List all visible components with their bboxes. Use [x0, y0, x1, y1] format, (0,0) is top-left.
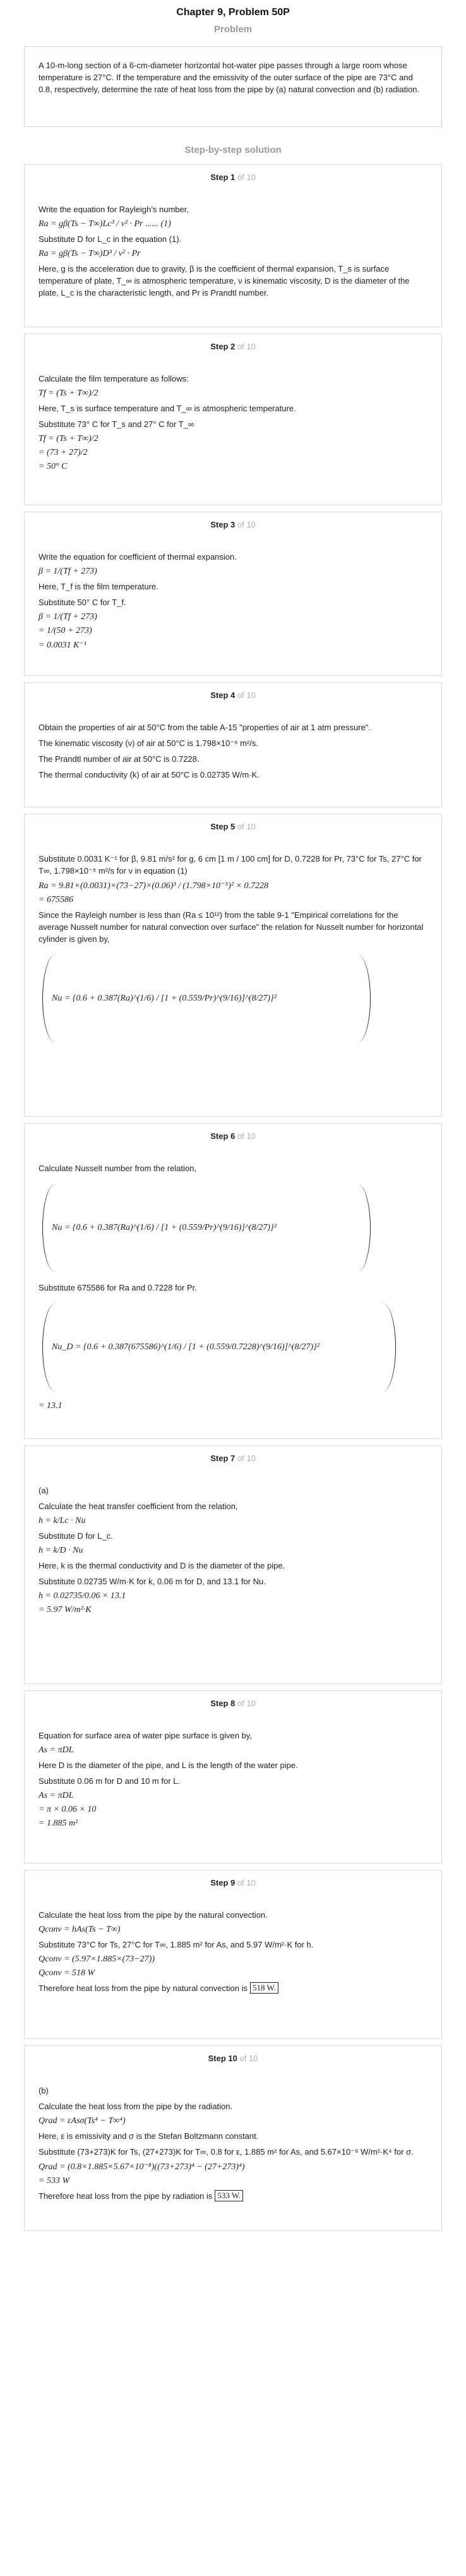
step-label: Step 10: [208, 2054, 237, 2063]
step-text: Substitute 0.06 m for D and 10 m for L.: [39, 1776, 181, 1786]
step-text: The Prandtl number of air at 50°C is 0.7228.: [39, 754, 200, 764]
step-8: [24, 1690, 442, 1863]
equation: h = 0.02735/0.06 × 13.1: [39, 1591, 126, 1601]
equation: = (73 + 27)/2: [39, 448, 88, 457]
step-text: Calculate Nusselt number from the relation,: [39, 1164, 197, 1173]
equation: Qconv = 518 W: [39, 1968, 95, 1978]
step-text: Here, g is the acceleration due to gravity, β is the coefficient of thermal expansion, T_s is surface temperature of plate, T_∞ is atmospheric temperature, ν is kinematic viscosity, D is the diameter of the plate, L_c is the characteristic length, and Pr is Prandtl number.: [39, 264, 410, 298]
step-label: Step 2: [210, 342, 236, 351]
step-label: Step 3: [210, 520, 236, 529]
step-text: Since the Rayleigh number is less than (Ra ≤ 10¹²) from the table 9-1 "Empirical correlations for the average Nusselt number for natural convection over surface" the relation for Nusselt number for horizontal cylinder is given by,: [39, 910, 424, 944]
step-text: Calculate the heat loss from the pipe by the natural convection.: [39, 1910, 268, 1920]
problem-statement: A 10-m-long section of a 6-cm-diameter horizontal hot-water pipe passes through a large room whose temperature is 27°C. If the temperature and the emissivity of the outer surface of the pipe are 73°C and 0.8, respectively, determine the rate of heat loss from the pipe by (a) natural convection and (b) radiation.: [24, 46, 442, 127]
step-of-label: of 10: [237, 172, 256, 182]
step-text: Substitute (73+273)K for Ts, (27+273)K for T∞, 0.8 for ε, 1.885 m² for As, and 5.67×10⁻⁸ W/m²·K⁴ for σ.: [39, 2147, 414, 2157]
equation: As = πDL: [39, 1745, 74, 1755]
step-5: [24, 814, 442, 1117]
step-7: [24, 1445, 442, 1684]
equation: As = πDL: [39, 1791, 74, 1800]
chapter-title: Chapter 9, Problem 50P: [176, 7, 290, 18]
problem-title: Problem: [213, 24, 252, 35]
equation: Qrad = (0.8×1.885×5.67×10⁻⁸)((73+273)⁴ − (27+273)⁴): [39, 2162, 245, 2172]
step-text: (a): [39, 1486, 49, 1495]
step-text: The thermal conductivity (k) of air at 50°C is 0.02735 W/m·K.: [39, 770, 260, 779]
step-text: Here, T_f is the film temperature.: [39, 582, 158, 591]
step-text: Substitute 50° C for T_f.: [39, 598, 126, 607]
step-text: Substitute 73° C for T_s and 27° C for T_∞: [39, 419, 194, 429]
nusselt-substituted: [39, 1300, 427, 1395]
step-of-label: of 10: [237, 1699, 256, 1708]
step-4: [24, 682, 442, 807]
result-line: [39, 2190, 427, 2201]
equation: = 533 W: [39, 2176, 70, 2186]
step-label: Step 5: [210, 822, 236, 831]
equation: h = k/Lc · Nu: [39, 1516, 86, 1526]
equation: Tf = (Ts + T∞)/2: [39, 434, 99, 443]
step-text: The kinematic viscosity (ν) of air at 50°C is 1.798×10⁻⁵ m²/s.: [39, 738, 258, 748]
step-text: Here, k is the thermal conductivity and D is the diameter of the pipe.: [39, 1561, 285, 1570]
step-of-label: of 10: [237, 342, 256, 351]
step-label: Step 1: [210, 172, 236, 182]
step-3: [24, 512, 442, 676]
equation: = 675586: [39, 895, 73, 905]
result-line: [39, 1982, 427, 1994]
equation: Qconv = hAs(Ts − T∞): [39, 1925, 121, 1934]
answer-box: 533 W.: [215, 2190, 243, 2201]
equation: = 5.97 W/m²·K: [39, 1605, 92, 1615]
step-text: Substitute 73°C for Ts, 27°C for T∞, 1.885 m² for As, and 5.97 W/m²·K for h.: [39, 1940, 314, 1949]
step-of-label: of 10: [237, 822, 256, 831]
answer-box: 518 W.: [250, 1982, 278, 1994]
step-of-label: of 10: [237, 1131, 256, 1141]
equation: Nu = {0.6 + 0.387(Ra)^(1/6) / [1 + (0.559/Pr)^(9/16)]^(8/27)}²: [42, 954, 371, 1043]
step-text: Substitute D for L_c in the equation (1).: [39, 234, 182, 244]
step-text: Substitute D for L_c.: [39, 1531, 113, 1541]
step-of-label: of 10: [237, 690, 256, 700]
step-text: Substitute 0.0031 K⁻¹ for β, 9.81 m/s² for g, 6 cm [1 m / 100 cm] for D, 0.7228 for Pr, 73°C for Ts, 27°C for T∞, 1.798×10⁻⁵ m²/s for ν in equation (1): [39, 854, 422, 876]
step-label: Step 8: [210, 1699, 236, 1708]
step-text: Here D is the diameter of the pipe, and L is the length of the water pipe.: [39, 1760, 298, 1770]
equation: Nu = {0.6 + 0.387(Ra)^(1/6) / [1 + (0.559/Pr)^(9/16)]^(8/27)}²: [42, 1184, 371, 1272]
equation: Ra = 9.81×(0.0031)×(73−27)×(0.06)³ / (1.798×10⁻⁵)² × 0.7228: [39, 881, 269, 891]
step-label: Step 7: [210, 1454, 236, 1463]
step-text: Here, T_s is surface temperature and T_∞ is atmospheric temperature.: [39, 404, 296, 413]
nusselt-equation: [39, 951, 427, 1046]
step-of-label: of 10: [237, 1878, 256, 1887]
step-9: [24, 1870, 442, 2039]
step-of-label: of 10: [237, 1454, 256, 1463]
step-text: Calculate the heat transfer coefficient from the relation,: [39, 1502, 238, 1511]
step-label: Step 6: [210, 1131, 236, 1141]
step-text: Write the equation for coefficient of thermal expansion.: [39, 552, 237, 562]
step-text: Calculate the film temperature as follows:: [39, 374, 189, 383]
equation: β = 1/(Tf + 273): [39, 612, 97, 622]
equation: = 50° C: [39, 462, 68, 471]
equation: h = k/D · Nu: [39, 1546, 83, 1555]
equation: Nu_D = {0.6 + 0.387(675586)^(1/6) / [1 + (0.559/0.7228)^(9/16)]^(8/27)}²: [42, 1303, 396, 1392]
step-text: Calculate the heat loss from the pipe by the radiation.: [39, 2102, 233, 2111]
equation: Tf = (Ts + T∞)/2: [39, 388, 99, 398]
equation: β = 1/(Tf + 273): [39, 567, 97, 576]
step-label: Step 4: [210, 690, 236, 700]
step-text: Therefore heat loss from the pipe by natural convection is: [39, 1983, 248, 1993]
equation: Qconv = (5.97×1.885×(73−27)): [39, 1954, 155, 1964]
equation: = 13.1: [39, 1401, 63, 1411]
step-text: Write the equation for Rayleigh’s number,: [39, 205, 189, 214]
step-text: Therefore heat loss from the pipe by radiation is: [39, 2191, 213, 2201]
step-text: Here, ε is emissivity and σ is the Stefan Boltzmann constant.: [39, 2131, 259, 2141]
step-label: Step 9: [210, 1878, 236, 1887]
solution-title: Step-by-step solution: [184, 145, 282, 155]
step-2: [24, 334, 442, 505]
step-text: (b): [39, 2086, 49, 2095]
step-text: Substitute 0.02735 W/m·K for k, 0.06 m for D, and 13.1 for Nu.: [39, 1577, 266, 1586]
equation: = 1.885 m²: [39, 1819, 78, 1828]
step-6: [24, 1123, 442, 1439]
step-10: [24, 2045, 442, 2231]
nusselt-equation: [39, 1181, 427, 1275]
equation: Qrad = εAsσ(Ts⁴ − T∞⁴): [39, 2116, 126, 2126]
equation: Ra = gβ(Ts − T∞)Lc³ / ν² · Pr ...... (1): [39, 219, 171, 229]
equation: = 1/(50 + 273): [39, 626, 92, 635]
step-of-label: of 10: [239, 2054, 258, 2063]
step-1: [24, 164, 442, 327]
equation: = π × 0.06 × 10: [39, 1805, 97, 1814]
step-text: Obtain the properties of air at 50°C from the table A-15 "properties of air at 1 atm pressure".: [39, 723, 371, 732]
equation: Ra = gβ(Ts − T∞)D³ / ν² · Pr: [39, 249, 141, 258]
step-text: Equation for surface area of water pipe surface is given by,: [39, 1731, 252, 1740]
equation: = 0.0031 K⁻¹: [39, 641, 87, 650]
step-of-label: of 10: [237, 520, 256, 529]
step-text: Substitute 675586 for Ra and 0.7228 for Pr.: [39, 1283, 197, 1292]
